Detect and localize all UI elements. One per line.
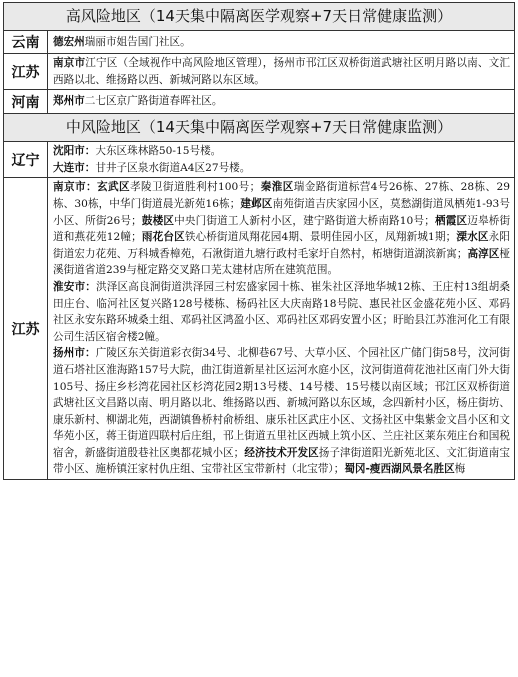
area-text: 江宁区（全域视作中高风险地区管理），扬州市邗江区双桥街道武塘社区明月路以南、文汇西路以北、维扬路以西、新城河路以东区域。 (53, 57, 510, 86)
area-text: 中央门街道工人新村小区，建宁路街道大桥南路10号； (174, 214, 435, 227)
place-name: 南京市： (53, 181, 98, 194)
place-name: 玄武区 (97, 181, 131, 194)
area-text: 瑞丽市姐告国门社区。 (84, 35, 191, 48)
province-cell: 河南 (4, 90, 48, 114)
area-text: 梅 (454, 463, 466, 476)
area-text: 迈皋桥街道和燕花苑12幢； (53, 214, 511, 244)
high-risk-row-jiangsu (4, 54, 515, 90)
high-risk-row-yunnan (4, 31, 515, 54)
place-name: 沈阳市： (53, 145, 96, 158)
medium-risk-row-liaoning (4, 142, 515, 178)
high-risk-header: 高风险地区（14天集中隔离医学观察+7天日常健康监测） (4, 3, 515, 31)
area-text: 永阳街道宏力花苑、万科城香樟苑，石湫街道九塘行政村毛家圩自然村，柘塘街道湖滨新寓； (53, 231, 511, 260)
area-text: 瑞金路街道标营4号26栋、27栋、28栋、29栋、30栋，中华门街道晨光新苑16栋； (53, 181, 511, 210)
area-text: 广陵区东关街道彩衣街34号、北柳巷67号、大草小区、个园社区广储门街58号，汶河街道石塔社区淮海路157号大院，曲江街道新星社区运河水庭小区，汶河街道荷花池社区南门外大街105号、扬庄乡杉湾花园社区杉湾花园2期13号楼、14号楼、15号楼以南区域；邗江区双桥街道武塘社区文昌路以南、明月路以北、维扬路以西、新城河路以东区域，念四新村小区，杨庄街坊、康乐新村、柳湖北苑，西湖镇鲁桥村俞桥组、康乐社区武庄小区、文扬社区中集紫金文昌小区和文华苑小区，蒋王街道四联村后庄组，邗上街道五里社区西城上筑小区、兰庄社区莱东苑庄台和国税宿舍，新盛街道殷巷社区奥都花城小区； (53, 347, 511, 459)
medium-risk-header-row (4, 114, 515, 142)
place-name: 栖霞区 (434, 214, 468, 227)
area-cell (48, 31, 515, 54)
province-cell: 江苏 (4, 54, 48, 90)
area-cell (48, 54, 515, 90)
city-paragraph (53, 279, 510, 345)
place-name: 鼓楼区 (141, 214, 175, 227)
place-name: 大连市： (53, 161, 96, 174)
area-text: 桠溪街道省道239与桠定路交叉路口芜太建材店所在建筑范围。 (53, 247, 510, 277)
place-name: 秦淮区 (260, 181, 294, 194)
place-name: 高淳区 (467, 247, 500, 260)
place-name: 郑州市 (53, 95, 85, 108)
province-cell: 江苏 (4, 178, 48, 480)
place-name: 扬州市： (53, 347, 96, 360)
place-name: 溧水区 (456, 231, 489, 244)
place-name: 南京市 (53, 57, 86, 69)
city-paragraph (53, 345, 510, 478)
province-cell: 辽宁 (4, 142, 48, 178)
area-cell (48, 142, 515, 178)
city-paragraph (53, 179, 510, 279)
risk-areas-table (3, 2, 515, 480)
city-paragraph (53, 160, 510, 177)
area-text: 二七区京广路街道春晖社区。 (84, 95, 223, 108)
area-text: 甘井子区泉水街道A4区27号楼。 (95, 161, 251, 174)
place-name: 淮安市： (53, 280, 96, 293)
medium-risk-row-jiangsu (4, 178, 515, 480)
area-text: 南苑街道吉庆家园小区，莫愁湖街道凤栖苑1-93号小区、所街26号； (53, 197, 510, 227)
area-text: 大东区珠林路50-15号楼。 (95, 145, 222, 158)
area-text: 扬子津街道阳光新苑北区、文汇街道南宝带小区、施桥镇汪家村仇庄组、宝带社区宝带新村（北宝带）； (53, 446, 510, 476)
city-paragraph (53, 143, 510, 160)
place-name: 蜀冈-瘦西湖风景名胜区 (344, 463, 455, 476)
medium-risk-header: 中风险地区（14天集中隔离医学观察+7天日常健康监测） (4, 114, 515, 142)
place-name: 雨花台区 (141, 231, 185, 244)
place-name: 经济技术开发区 (244, 446, 319, 459)
area-text: 洪泽区高良涧街道洪泽园三村宏盛家园十栋、崔朱社区泽地华城12栋、王庄村13组胡桑田庄台、临河社区复兴路128号楼栋、杨码社区大庆南路18号院、惠民社区金盛花苑小区、邓码社区永安东路环城桑土组、邓码社区鸿盈小区、邓码社区邓码安置小区；盱眙县江苏淮河化工有限公司生活区宿舍楼2幢。 (53, 280, 511, 343)
high-risk-row-henan (4, 90, 515, 114)
area-text: 孝陵卫街道胜利村100号； (130, 181, 261, 194)
place-name: 德宏州 (53, 35, 85, 48)
area-cell (48, 90, 515, 114)
area-cell (48, 178, 515, 480)
province-cell: 云南 (4, 31, 48, 54)
area-text: 铁心桥街道凤翔花园4期、景明佳园小区，凤翔新城1期； (184, 231, 457, 244)
place-name: 建邺区 (240, 197, 273, 210)
high-risk-header-row (4, 3, 515, 31)
